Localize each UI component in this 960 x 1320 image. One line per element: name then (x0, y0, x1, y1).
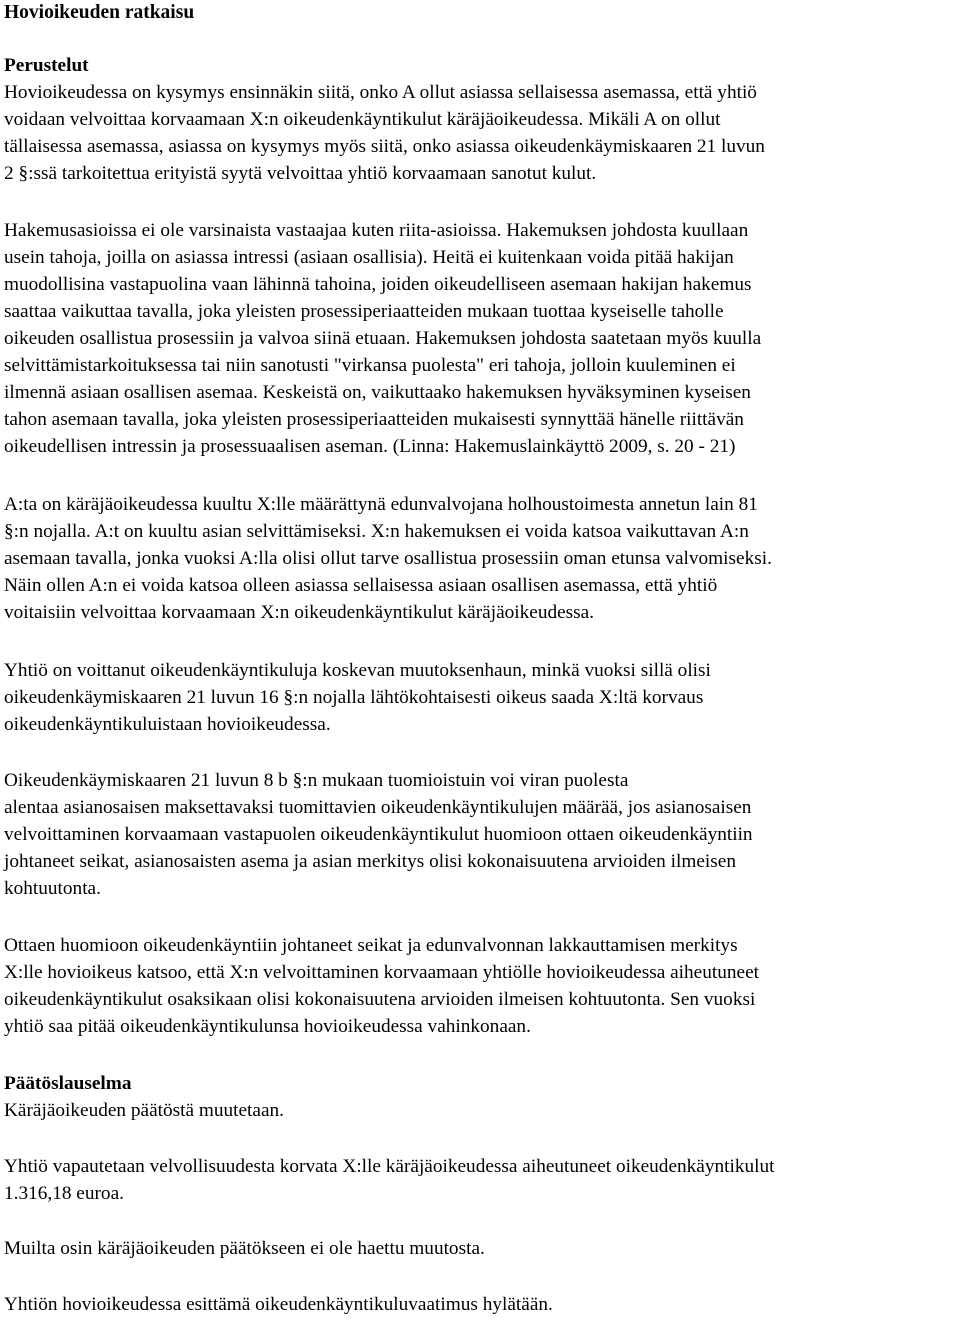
paragraph-line: oikeudenkäyntikuluistaan hovioikeudessa. (4, 714, 331, 735)
paragraph-line: oikeudenkäyntikulut osaksikaan olisi kokonaisuutena arvioiden ilmeisen kohtuutonta. Sen vuoksi (4, 989, 756, 1010)
paragraph-a-asema (4, 491, 956, 626)
paragraph-line: oikeuden osallistua prosessiin ja valvoa siinä etuaan. Hakemuksen johdosta saatetaan myös kuulla (4, 328, 762, 349)
perustelut-section (4, 52, 956, 187)
paragraph-line: selvittämistarkoituksessa tai niin sanotusti "virkansa puolesta" eri tahoja, jolloin kuuleminen ei (4, 355, 736, 376)
paragraph-line: kohtuutonta. (4, 878, 101, 899)
paatoslauselma-section (4, 1070, 956, 1124)
paragraph-line: ilmennä asiaan osallisen asemaa. Keskeistä on, vaikuttaako hakemuksen hyväksyminen kyseisen (4, 382, 751, 403)
paragraph-line: voidaan velvoittaa korvaamaan X:n oikeudenkäyntikulut käräjäoikeudessa. Mikäli A on ollut (4, 109, 721, 130)
document-title: Hovioikeuden ratkaisu (4, 2, 195, 23)
paragraph-line: johtaneet seikat, asianosaisten asema ja asian merkitys olisi kokonaisuutena arvioiden ilmeisen (4, 851, 736, 872)
paragraph-line: Yhtiö on voittanut oikeudenkäyntikuluja koskevan muutoksenhaun, minkä vuoksi sillä olisi (4, 660, 711, 681)
paragraph-line: tahon asemaan tavalla, joka yleisten prosessiperiaatteiden mukaisesti synnyttää hänelle riittävän (4, 409, 744, 430)
paragraph-line: Näin ollen A:n ei voida katsoa olleen asiassa sellaisessa asiaan osallisen asemassa, että yhtiö (4, 575, 718, 596)
paragraph-line: oikeudenkäymiskaaren 21 luvun 16 §:n nojalla lähtökohtaisesti oikeus saada X:ltä korvaus (4, 687, 704, 708)
ruling-hylkays (4, 1291, 956, 1318)
ruling-line: 1.316,18 euroa. (4, 1183, 124, 1204)
paragraph-line: tällaisessa asemassa, asiassa on kysymys myös siitä, onko asiassa oikeudenkäymiskaaren 21 luvun (4, 136, 765, 157)
paragraph-line: §:n nojalla. A:t on kuultu asian selvittämiseksi. X:n hakemuksen ei voida katsoa vaikuttavan A:n (4, 521, 749, 542)
paragraph-line: Oikeudenkäymiskaaren 21 luvun 8 b §:n mukaan tuomioistuin voi viran puolesta (4, 770, 629, 791)
paragraph-kohtuuttomuus (4, 932, 956, 1040)
ruling-line: Yhtiö vapautetaan velvollisuudesta korvata X:lle käräjäoikeudessa aiheutuneet oikeudenkäyntikulut (4, 1156, 775, 1177)
ruling-muilta-osin (4, 1235, 956, 1262)
paragraph-line: Hovioikeudessa on kysymys ensinnäkin siitä, onko A ollut asiassa sellaisessa asemassa, että yhtiö (4, 82, 757, 103)
paragraph-line: velvoittaminen korvaamaan vastapuolen oikeudenkäyntikulut huomioon ottaen oikeudenkäyntiin (4, 824, 753, 845)
ruling-line: Yhtiön hovioikeudessa esittämä oikeudenkäyntikuluvaatimus hylätään. (4, 1294, 553, 1315)
paragraph-line: Ottaen huomioon oikeudenkäyntiin johtaneet seikat ja edunvalvonnan lakkauttamisen merkitys (4, 935, 738, 956)
ruling-vapautus (4, 1153, 956, 1207)
paragraph-line: asemaan tavalla, jonka vuoksi A:lla olisi ollut tarve osallistua prosessiin oman etunsa valvomiseksi. (4, 548, 772, 569)
paragraph-line: yhtiö saa pitää oikeudenkäyntikulunsa hovioikeudessa vahinkonaan. (4, 1016, 531, 1037)
paragraph-line: saattaa vaikuttaa tavalla, joka yleisten prosessiperiaatteiden mukaan tuottaa kyseiselle taholle (4, 301, 724, 322)
paragraph-line: A:ta on käräjäoikeudessa kuultu X:lle määrättynä edunvalvojana holhoustoimesta annetun lain 81 (4, 494, 758, 515)
paragraph-line: alentaa asianosaisen maksettavaksi tuomittavien oikeudenkäyntikulujen määrää, jos asianosaisen (4, 797, 752, 818)
paragraph-line: oikeudellisen intressin ja prosessuaalisen aseman. (Linna: Hakemuslainkäyttö 2009, s. 20 - 21) (4, 436, 736, 457)
paatoslauselma-heading: Päätöslauselma (4, 1073, 132, 1094)
paragraph-muutoksenhaku (4, 657, 956, 738)
paragraph-line: X:lle hovioikeus katsoo, että X:n velvoittaminen korvaamaan yhtiölle hovioikeudessa aiheutuneet (4, 962, 759, 983)
paragraph-hakemusasiat (4, 217, 956, 460)
perustelut-heading: Perustelut (4, 55, 89, 76)
paragraph-8b (4, 767, 956, 902)
paragraph-line: voitaisiin velvoittaa korvaamaan X:n oikeudenkäyntikulut käräjäoikeudessa. (4, 602, 595, 623)
paragraph-line: Hakemusasioissa ei ole varsinaista vastaajaa kuten riita-asioissa. Hakemuksen johdosta kuullaan (4, 220, 749, 241)
paragraph-line: 2 §:ssä tarkoitettua erityistä syytä velvoittaa yhtiö korvaamaan sanotut kulut. (4, 163, 597, 184)
ruling-line: Käräjäoikeuden päätöstä muutetaan. (4, 1100, 284, 1121)
paragraph-line: muodollisina vastapuolina vaan lähinnä tahoina, joiden oikeudelliseen asemaan hakijan hakemus (4, 274, 752, 295)
ruling-line: Muilta osin käräjäoikeuden päätökseen ei ole haettu muutosta. (4, 1238, 485, 1259)
paragraph-line: usein tahoja, joilla on asiassa intressi (asiaan osallisia). Heitä ei kuitenkaan voida pitää hakijan (4, 247, 734, 268)
